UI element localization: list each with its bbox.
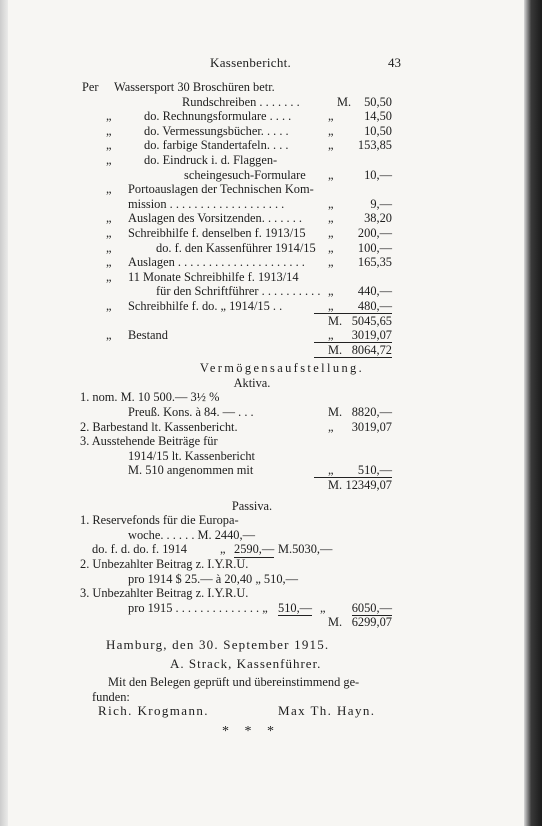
auditors-line: Rich. Krogmann. Max Th. Hayn.	[98, 703, 376, 719]
entry-line: „ Schreibhilfe f. denselben f. 1913/15 „ 200,—	[106, 225, 392, 240]
entry-line: scheingesuch-Formulare „ 10,—	[184, 167, 392, 182]
liability-line: pro 1915 . . . . . . . . . . . . . . „ 510,— „ 6050,—	[128, 600, 392, 615]
aktiva-heading: Aktiva.	[233, 375, 271, 390]
audit-note: Mit den Belegen geprüft und übereinstimmend ge-	[108, 675, 360, 690]
entry-line: für den Schriftführer . . . . . . . . . . „ 440,—	[156, 284, 392, 299]
closing-ornament: * * *	[222, 723, 280, 739]
asset-line: 2. Barbestand lt. Kassenbericht. „ 3019,07	[80, 419, 392, 434]
audit-note: funden:	[92, 689, 130, 704]
date-line: Hamburg, den 30. September 1915.	[106, 636, 330, 652]
entry-line: „ Portoauslagen der Technischen Kom-	[106, 182, 314, 197]
entry-line: „ do. Vermessungsbücher. . . . . „ 10,50	[106, 123, 392, 138]
passiva-heading: Passiva.	[231, 498, 273, 513]
liability-line: 1. Reservefonds für die Europa-	[80, 513, 239, 528]
liability-line: do. f. d. do. f. 1914 „ 2590,— M.5030,—	[92, 542, 333, 557]
asset-line: Preuß. Kons. à 84. — . . . M. 8820,—	[128, 405, 392, 420]
entry-line: Rundschreiben . . . . . . . M. 50,50	[182, 94, 392, 109]
asset-line: 1914/15 lt. Kassenbericht	[128, 448, 255, 463]
document-page	[8, 0, 542, 826]
asset-line: 1. nom. M. 10 500.— 3½ %	[80, 390, 220, 405]
entry-line: „ Bestand „ 3019,07	[106, 328, 392, 343]
assets-total: M. 12349,07	[328, 478, 392, 493]
total-line: M. 8064,72	[92, 343, 392, 358]
running-title: Kassenbericht.	[210, 55, 292, 70]
entry-line: „ 11 Monate Schreibhilfe f. 1913/14	[106, 269, 299, 284]
entry-line: Per Wassersport 30 Broschüren betr.	[82, 80, 275, 94]
page-binding-right	[524, 0, 542, 826]
liability-line: woche. . . . . . M. 2440,—	[128, 527, 255, 542]
signer-line: A. Strack, Kassenführer.	[170, 655, 322, 671]
entry-line: „ do. Eindruck i. d. Flaggen-	[106, 152, 278, 167]
entry-line: mission . . . . . . . . . . . . . . . . . . . „ 9,—	[128, 196, 392, 211]
page-binding-left	[0, 0, 8, 826]
entry-line: „ do. farbige Standertafeln. . . . „ 153,85	[106, 138, 392, 153]
total-rule	[314, 357, 392, 358]
liability-line: 3. Unbezahlter Beitrag z. I.Y.R.U.	[80, 586, 249, 601]
asset-line: M. 510 angenommen mit „ 510,—	[128, 463, 392, 478]
entry-line: „ Schreibhilfe f. do. „ 1914/15 . . „ 480,—	[106, 298, 392, 313]
entry-line: „ Auslagen . . . . . . . . . . . . . . . . . . . . . „ 165,35	[106, 255, 392, 270]
section-heading: Vermögensaufstellung.	[199, 361, 365, 376]
subtotal-line: M. 5045,65	[328, 313, 392, 328]
entry-line: „ Auslagen des Vorsitzenden. . . . . . . „ 38,20	[106, 211, 392, 226]
liabilities-total: M. 6299,07	[328, 615, 392, 630]
report-body	[80, 80, 392, 740]
liability-line: 2. Unbezahlter Beitrag z. I.Y.R.U.	[80, 557, 249, 571]
asset-line: 3. Ausstehende Beiträge für	[80, 434, 218, 449]
entry-line: „ do. Rechnungsformulare . . . . „ 14,50	[106, 109, 392, 124]
liability-line: pro 1914 $ 25.— à 20,40 „ 510,—	[128, 571, 299, 586]
page-number: 43	[388, 55, 401, 70]
entry-line: „ do. f. den Kassenführer 1914/15 „ 100,—	[106, 240, 392, 255]
